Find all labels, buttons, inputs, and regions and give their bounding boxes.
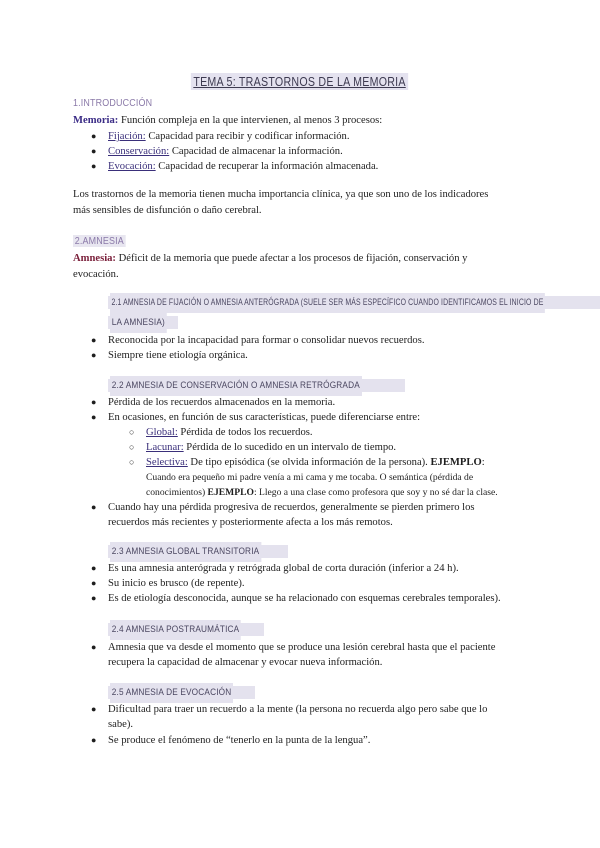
bullet-icon: ● xyxy=(91,735,97,745)
list-item: ● Fijación: Capacidad para recibir y codificar información. xyxy=(91,131,350,142)
sub-list-item: ○ Lacunar: Pérdida de lo sucedido en un intervalo de tiempo. xyxy=(129,442,397,453)
subsection-heading-2-1: 2.1 AMNESIA DE FIJACIÓN O AMNESIA ANTERÓGRADA (SUELE SER MÁS ESPECÍFICO CUANDO IDENTIFICAMOS EL INICIO DE LA AMNESIA) xyxy=(108,293,558,333)
document-title: TEMA 5: TRASTORNOS DE LA MEMORIA xyxy=(0,73,600,91)
subsection-heading-2-3: 2.3 AMNESIA GLOBAL TRANSITORIA xyxy=(108,542,288,562)
bullet-icon: ● xyxy=(91,704,97,714)
bullet-icon: ● xyxy=(91,642,97,652)
bullet-icon: ● xyxy=(91,563,97,573)
bullet-icon: ● xyxy=(91,161,97,171)
list-item: ● Dificultad para traer un recuerdo a la mente (la persona no recuerda algo pero sabe que lo sabe). xyxy=(91,704,488,730)
list-item: ● Es de etiología desconocida, aunque se ha relacionado con esquemas cerebrales temporales). xyxy=(91,593,501,604)
bullet-icon: ● xyxy=(91,397,97,407)
bullet-icon: ● xyxy=(91,350,97,360)
subsection-heading-2-2: 2.2 AMNESIA DE CONSERVACIÓN O AMNESIA RETRÓGRADA xyxy=(108,376,405,396)
circle-bullet-icon: ○ xyxy=(129,442,135,452)
list-item: ● Se produce el fenómeno de “tenerlo en la punta de la lengua”. xyxy=(91,735,371,746)
bullet-icon: ● xyxy=(91,412,97,422)
list-item: ● Cuando hay una pérdida progresiva de recuerdos, generalmente se pierden primero los recuerdos más recientes y posteriormente afecta a los más remotos. xyxy=(91,502,475,528)
subsection-heading-2-4: 2.4 AMNESIA POSTRAUMÁTICA xyxy=(108,620,264,640)
list-item: ● Conservación: Capacidad de almacenar la información. xyxy=(91,146,343,157)
sub-list-item-selectiva: ○ Selectiva: De tipo episódica (se olvida información de la persona). EJEMPLO: Cuando era pequeño mi padre venía a mi cama y me tocaba. O semántica (pérdida de conocimientos) EJEMPLO: Llego a una clase como profesora que soy y no sé dar la clase. xyxy=(129,457,498,498)
amnesia-definition: Amnesia: Déficit de la memoria que puede afectar a los procesos de fijación, conservación y evocación. xyxy=(73,253,468,280)
bullet-icon: ● xyxy=(91,335,97,345)
list-item: ● En ocasiones, en función de sus características, puede diferenciarse entre: xyxy=(91,412,421,423)
amnesia-term: Amnesia: xyxy=(73,253,116,264)
bullet-icon: ● xyxy=(91,593,97,603)
list-item: ● Siempre tiene etiología orgánica. xyxy=(91,350,248,361)
memoria-term: Memoria: xyxy=(73,115,119,126)
memoria-definition: Memoria: Función compleja en la que intervienen, al menos 3 procesos: xyxy=(73,115,383,126)
bullet-icon: ● xyxy=(91,146,97,156)
list-item: ● Pérdida de los recuerdos almacenados en la memoria. xyxy=(91,397,336,408)
intro-paragraph: Los trastornos de la memoria tienen mucha importancia clínica, ya que son uno de los indicadores más sensibles de disfunción o daño cerebral. xyxy=(73,189,489,216)
bullet-icon: ● xyxy=(91,502,97,512)
circle-bullet-icon: ○ xyxy=(129,457,135,467)
list-item: ● Es una amnesia anterógrada y retrógrada global de corta duración (inferior a 24 h). xyxy=(91,563,459,574)
section-heading-introduccion: 1.INTRODUCCIÓN xyxy=(73,97,153,109)
list-item: ● Evocación: Capacidad de recuperar la información almacenada. xyxy=(91,161,379,172)
circle-bullet-icon: ○ xyxy=(129,427,135,437)
sub-list-item: ○ Global: Pérdida de todos los recuerdos. xyxy=(129,427,313,438)
bullet-icon: ● xyxy=(91,131,97,141)
subsection-heading-2-5: 2.5 AMNESIA DE EVOCACIÓN xyxy=(108,683,255,703)
list-item: ● Reconocida por la incapacidad para formar o consolidar nuevos recuerdos. xyxy=(91,335,425,346)
list-item: ● Amnesia que va desde el momento que se produce una lesión cerebral hasta que el paciente recupera la capacidad de almacenar y evocar nueva información. xyxy=(91,642,496,668)
list-item: ● Su inicio es brusco (de repente). xyxy=(91,578,245,589)
bullet-icon: ● xyxy=(91,578,97,588)
section-heading-amnesia: 2.AMNESIA xyxy=(74,235,124,247)
